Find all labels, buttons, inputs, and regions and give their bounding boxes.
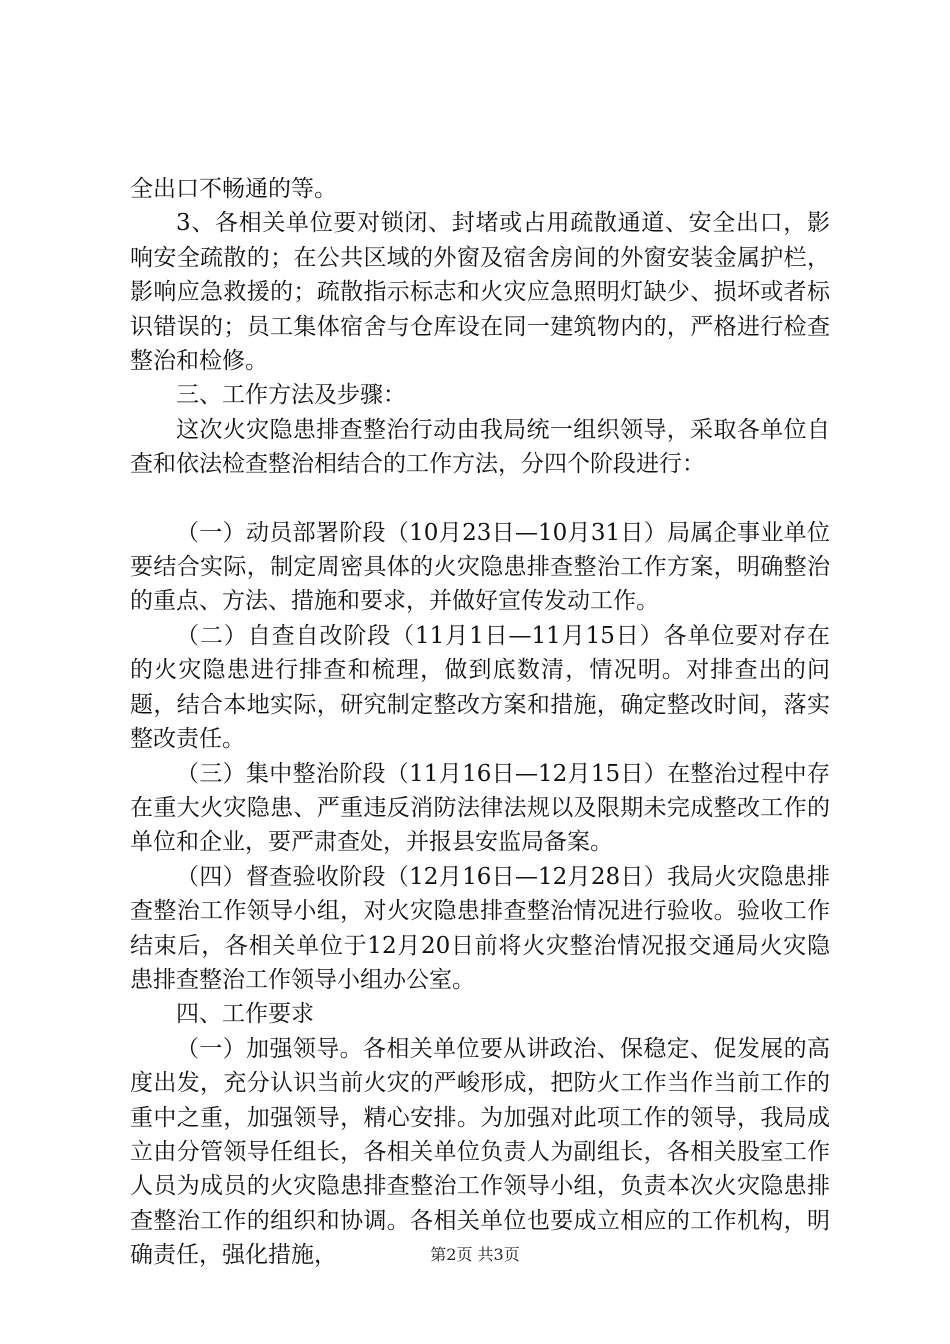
paragraph-stage-2: （二）自查自改阶段（11月1日—11月15日）各单位要对存在的火灾隐患进行排查和梳理，做到底数清，情况明。对排查出的问题，结合本地实际，研究制定整改方案和措施，确定整改时间，落实整改责任。 bbox=[130, 622, 830, 753]
section-heading-methods: 三、工作方法及步骤： bbox=[176, 382, 406, 409]
paragraph-stage-3: （三）集中整治阶段（11月16日—12月15日）在整治过程中存在重大火灾隐患、严重违反消防法律法规以及限期未完成整改工作的单位和企业，要严肃查处，并报县安监局备案。 bbox=[130, 760, 830, 856]
paragraph-requirement-1: （一）加强领导。各相关单位要从讲政治、保稳定、促发展的高度出发，充分认识当前火灾的严峻形成，把防火工作当作当前工作的重中之重，加强领导，精心安排。为加强对此项工作的领导，我局成立由分管领导任组长，各相关单位负责人为副组长，各相关股室工作人员为成员的火灾隐患排查整治工作领导小组，负责本次火灾隐患排查整治工作的组织和协调。各相关单位也要成立相应的工作机构，明确责任，强化措施， bbox=[130, 1035, 830, 1269]
paragraph-item-3: 3、各相关单位要对锁闭、封堵或占用疏散通道、安全出口，影响安全疏散的；在公共区域的外窗及宿舍房间的外窗安装金属护栏，影响应急救援的；疏散指示标志和火灾应急照明灯缺少、损坏或者标识错误的；员工集体宿舍与仓库设在同一建筑物内的，严格进行检查整治和检修。 bbox=[130, 210, 830, 375]
section-heading-requirements: 四、工作要求 bbox=[176, 1001, 314, 1028]
document-body bbox=[130, 172, 830, 1273]
paragraph-methods-intro: 这次火灾隐患排查整治行动由我局统一组织领导，采取各单位自查和依法检查整治相结合的工作方法，分四个阶段进行： bbox=[130, 416, 830, 478]
paragraph-stage-4: （四）督查验收阶段（12月16日—12月28日）我局火灾隐患排查整治工作领导小组，对火灾隐患排查整治情况进行验收。验收工作结束后，各相关单位于12月20日前将火灾整治情况报交通局火灾隐患排查整治工作领导小组办公室。 bbox=[130, 863, 830, 993]
paragraph-stage-1: （一）动员部署阶段（10月23日—10月31日）局属企事业单位要结合实际，制定周密具体的火灾隐患排查整治工作方案，明确整治的重点、方法、措施和要求，并做好宣传发动工作。 bbox=[130, 519, 830, 615]
page-footer: 第2页 共3页 bbox=[430, 1245, 520, 1264]
paragraph-continuation: 全出口不畅通的等。 bbox=[130, 176, 337, 202]
